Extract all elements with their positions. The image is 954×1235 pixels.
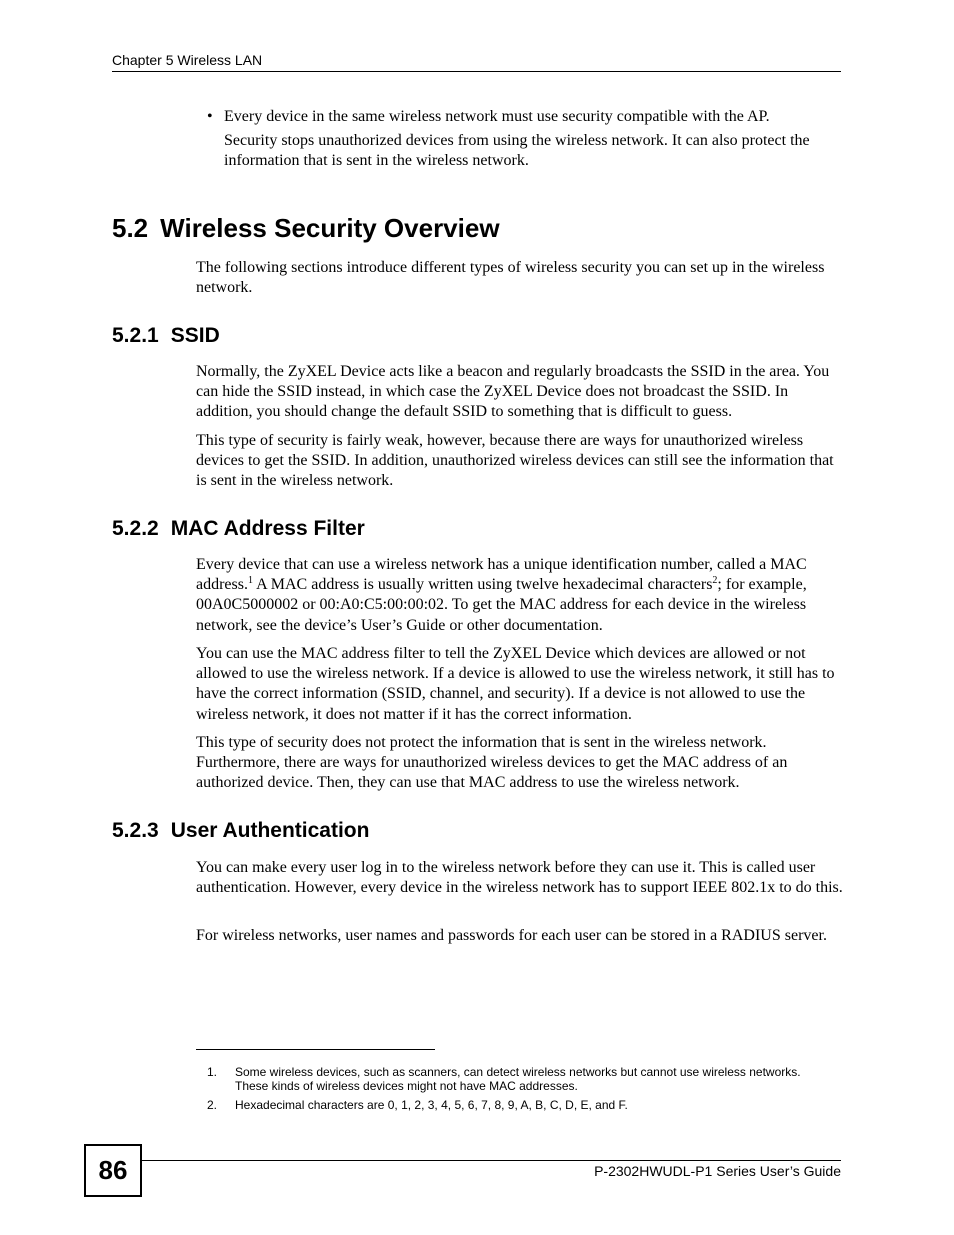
section-heading bbox=[112, 212, 500, 244]
section-number: 5.2 bbox=[112, 213, 149, 243]
subsection-number: 5.2.1 bbox=[112, 324, 159, 347]
bullet-marker: • bbox=[207, 108, 213, 125]
subsection-title: User Authentication bbox=[170, 819, 370, 842]
ssid-paragraph-1: Normally, the ZyXEL Device acts like a beacon and regularly broadcasts the SSID in the area. You can hide the SSID instead, in which case the ZyXEL Device does not broadcast the SSID. In addition, you should change the default SSID to something that is difficult to guess. bbox=[196, 363, 830, 421]
subsection-title: SSID bbox=[170, 324, 220, 347]
section-intro-paragraph: The following sections introduce different types of wireless security you can set up in the wireless network. bbox=[196, 259, 825, 297]
bullet-followup-paragraph: Security stops unauthorized devices from using the wireless network. It can also protect the information that is sent in the wireless network. bbox=[224, 132, 810, 170]
mac-text-part-1: Every device that can use a wireless network has a unique identification number, called a MAC address. bbox=[196, 556, 807, 594]
subsection-heading-user-auth bbox=[112, 818, 369, 844]
mac-paragraph-1 bbox=[196, 555, 846, 636]
subsection-number: 5.2.2 bbox=[112, 517, 159, 540]
footnote-2-number: 2. bbox=[207, 1098, 218, 1112]
mac-text-part-2: A MAC address is usually written using twelve hexadecimal characters bbox=[252, 576, 713, 594]
guide-title: P-2302HWUDL-P1 Series User’s Guide bbox=[594, 1163, 841, 1179]
section-title: Wireless Security Overview bbox=[160, 213, 500, 243]
footer-divider bbox=[140, 1160, 841, 1161]
subsection-heading-ssid bbox=[112, 323, 220, 349]
mac-paragraph-3: This type of security does not protect the information that is sent in the wireless network. Furthermore, there are ways for unauthorized wireless devices to get the MAC address of an authorized device. Then, they can use that MAC address to use the wireless network. bbox=[196, 734, 788, 792]
footnote-divider bbox=[196, 1049, 435, 1050]
mac-paragraph-2: You can use the MAC address filter to tell the ZyXEL Device which devices are allowed or not allowed to use the wireless network. If a device is allowed to use the wireless network, it still has to have the correct information (SSID, channel, and security). If a device is not allowed to use the wireless network, it does not matter if it has the correct information. bbox=[196, 645, 835, 723]
bullet-item: Every device in the same wireless network must use security compatible with the AP. bbox=[224, 108, 770, 125]
subsection-title: MAC Address Filter bbox=[170, 517, 365, 540]
running-header: Chapter 5 Wireless LAN bbox=[112, 52, 263, 68]
mac-text-part-3: ; for example, 00A0C5000002 or 00:A0:C5:00:00:02. To get the MAC address for each device in the wireless network, see the device’s User’s Guide or other documentation. bbox=[196, 576, 807, 634]
subsection-number: 5.2.3 bbox=[112, 819, 159, 842]
footnote-1-text: Some wireless devices, such as scanners, can detect wireless networks but cannot use wireless networks. These kinds of wireless devices might not have MAC addresses. bbox=[235, 1065, 801, 1093]
ssid-paragraph-2: This type of security is fairly weak, however, because there are ways for unauthorized wireless devices to get the SSID. In addition, unauthorized wireless devices can still see the information that is sent in the wireless network. bbox=[196, 432, 834, 490]
footnote-2-text: Hexadecimal characters are 0, 1, 2, 3, 4, 5, 6, 7, 8, 9, A, B, C, D, E, and F. bbox=[235, 1098, 628, 1112]
header-divider bbox=[112, 71, 841, 72]
auth-paragraph-1: You can make every user log in to the wireless network before they can use it. This is called user authentication. However, every device in the wireless network has to support IEEE 802.1x to do this. bbox=[196, 859, 843, 897]
footnote-1-number: 1. bbox=[207, 1065, 218, 1079]
subsection-heading-mac-filter bbox=[112, 516, 365, 542]
footnote-ref-2[interactable]: 2 bbox=[712, 575, 718, 587]
footnote-ref-1[interactable]: 1 bbox=[247, 575, 253, 587]
auth-paragraph-2: For wireless networks, user names and passwords for each user can be stored in a RADIUS server. bbox=[196, 927, 827, 944]
page-number: 86 bbox=[84, 1144, 142, 1197]
